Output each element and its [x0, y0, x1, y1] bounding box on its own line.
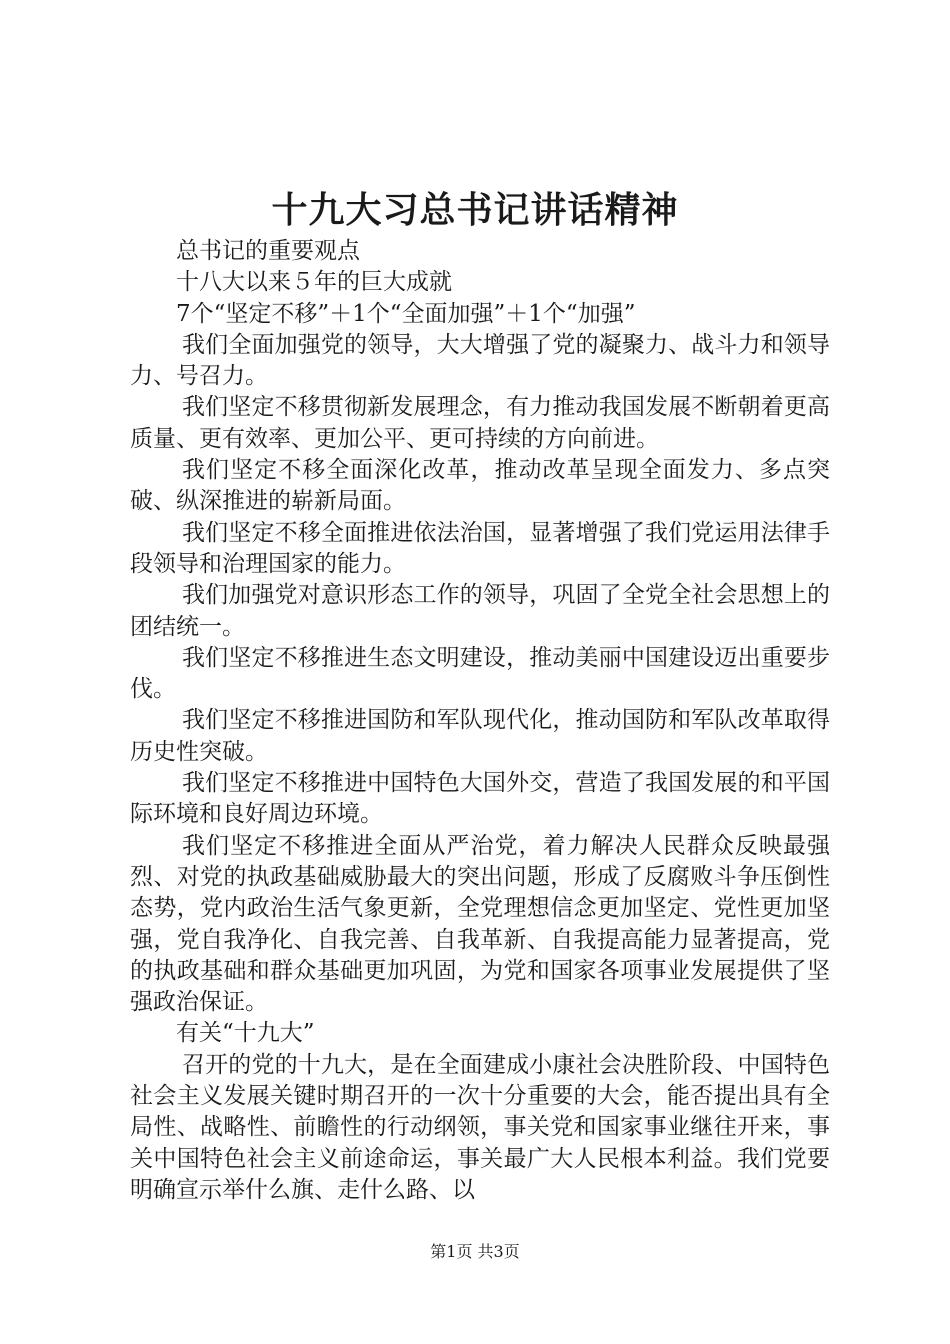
- document-body: [130, 236, 830, 1206]
- paragraph: 我们加强党对意识形态工作的领导，巩固了全党全社会思想上的团结统一。: [130, 582, 830, 640]
- paragraph: 我们坚定不移推进全面从严治党，着力解决人民群众反映最强烈、对党的执政基础威胁最大的突出问题，形成了反腐败斗争压倒性态势，党内政治生活气象更新，全党理想信念更加坚定、党性更加坚强，党自我净化、自我完善、自我革新、自我提高能力显著提高，党的执政基础和群众基础更加巩固，为党和国家各项事业发展提供了坚强政治保证。: [130, 832, 830, 1016]
- paragraph: 我们全面加强党的领导，大大增强了党的凝聚力、战斗力和领导力、号召力。: [130, 331, 830, 390]
- paragraph: 我们坚定不移贯彻新发展理念，有力推动我国发展不断朝着更高质量、更有效率、更加公平、更可持续的方向前进。: [130, 394, 830, 452]
- paragraph: 我们坚定不移推进生态文明建设，推动美丽中国建设迈出重要步伐。: [130, 644, 830, 703]
- document-title: 十九大习总书记讲话精神: [271, 189, 679, 231]
- paragraph: 我们坚定不移推进中国特色大国外交，营造了我国发展的和平国际环境和良好周边环境。: [130, 770, 830, 828]
- page-number-footer: 第1页 共3页: [430, 1242, 520, 1261]
- paragraph: 我们坚定不移推进国防和军队现代化，推动国防和军队改革取得历史性突破。: [130, 707, 830, 765]
- heading-key-points: 总书记的重要观点: [176, 238, 360, 264]
- paragraph: 我们坚定不移全面推进依法治国，显著增强了我们党运用法律手段领导和治理国家的能力。: [130, 519, 830, 577]
- heading-achievements: 十八大以来５年的巨大成就: [176, 269, 452, 296]
- paragraph: 我们坚定不移全面深化改革，推动改革呈现全面发力、多点突破、纵深推进的崭新局面。: [130, 457, 830, 515]
- heading-seven-firm: 7个“坚定不移”＋1个“全面加强”＋1个“加强”: [176, 300, 636, 327]
- heading-nineteenth-congress: 有关“十九大”: [176, 1020, 315, 1047]
- paragraph: 召开的党的十九大，是在全面建成小康社会决胜阶段、中国特色社会主义发展关键时期召开的一次十分重要的大会，能否提出具有全局性、战略性、前瞻性的行动纲领，事关党和国家事业继往开来，事关中国特色社会主义前途命运，事关最广大人民根本利益。我们党要明确宣示举什么旗、走什么路、以: [130, 1051, 830, 1203]
